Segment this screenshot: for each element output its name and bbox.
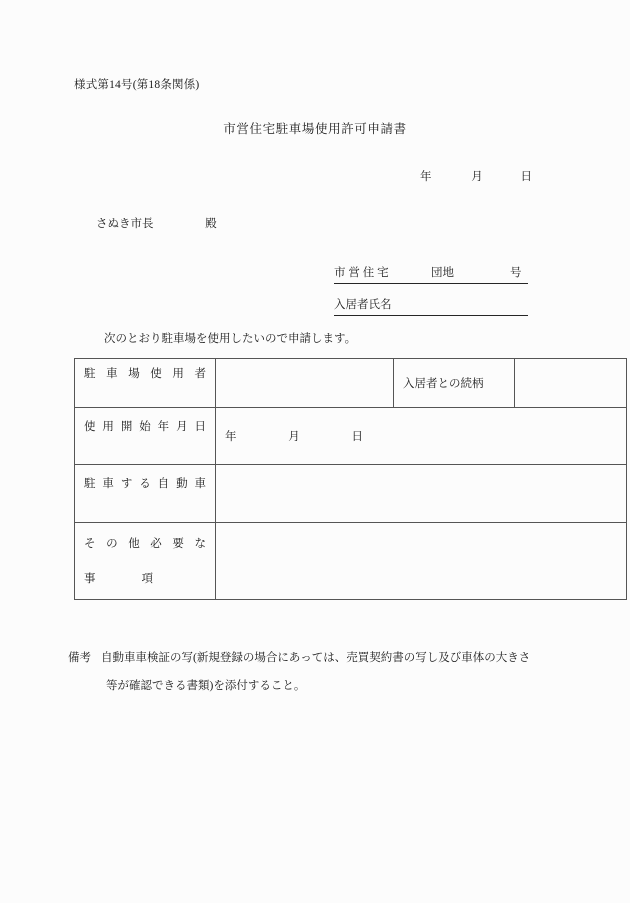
addressee-name: さぬき市長: [96, 218, 154, 230]
date-day-label: 日: [520, 171, 532, 183]
housing-complex-field[interactable]: [334, 258, 528, 284]
date-line: [420, 168, 532, 184]
table-row: [75, 359, 627, 408]
page-title: 市営住宅駐車場使用許可申請書: [223, 122, 407, 136]
application-table: [74, 358, 627, 600]
row-label-parking-user: 駐車場使用者: [75, 359, 216, 408]
date-year-label: 年: [420, 171, 432, 183]
parking-user-value[interactable]: [216, 359, 394, 408]
row-label-other-matters: その他必要な 事 項: [75, 523, 216, 600]
applicant-block: [334, 258, 528, 316]
vehicle-value[interactable]: [216, 465, 627, 523]
row-label-vehicle: 駐車する自動車: [75, 465, 216, 523]
table-row: [75, 408, 627, 465]
form-number: 様式第14号(第18条関係): [74, 79, 200, 91]
resident-name-field[interactable]: [334, 290, 528, 316]
start-date-year-label: 年: [225, 431, 237, 443]
start-date-day-label: 日: [351, 431, 363, 443]
start-date-value[interactable]: [216, 408, 627, 465]
intro-sentence: 次のとおり駐車場を使用したいので申請します。: [104, 333, 357, 345]
remarks-note: [68, 644, 568, 700]
row-label-relationship: 入居者との続柄: [394, 359, 515, 408]
row-label-start-date: 使用開始年月日: [75, 408, 216, 465]
relationship-value[interactable]: [515, 359, 627, 408]
number-label: 号: [510, 267, 522, 279]
table-row: [75, 523, 627, 600]
resident-name-label: 入居者氏名: [334, 299, 392, 311]
date-month-label: 月: [471, 171, 483, 183]
remarks-line-1: 自動車車検証の写(新規登録の場合にあっては、売買契約書の写し及び車体の大きさ: [101, 652, 531, 664]
remarks-line-2: 等が確認できる書類)を添付すること。: [106, 680, 306, 693]
remarks-label: 備考: [68, 652, 91, 664]
complex-label: 団地: [431, 267, 454, 279]
other-matters-value[interactable]: [216, 523, 627, 600]
addressee: [96, 215, 217, 231]
housing-label: 市 営 住 宅: [334, 267, 389, 279]
start-date-month-label: 月: [288, 431, 300, 443]
table-row: [75, 465, 627, 523]
addressee-honorific: 殿: [205, 218, 217, 230]
